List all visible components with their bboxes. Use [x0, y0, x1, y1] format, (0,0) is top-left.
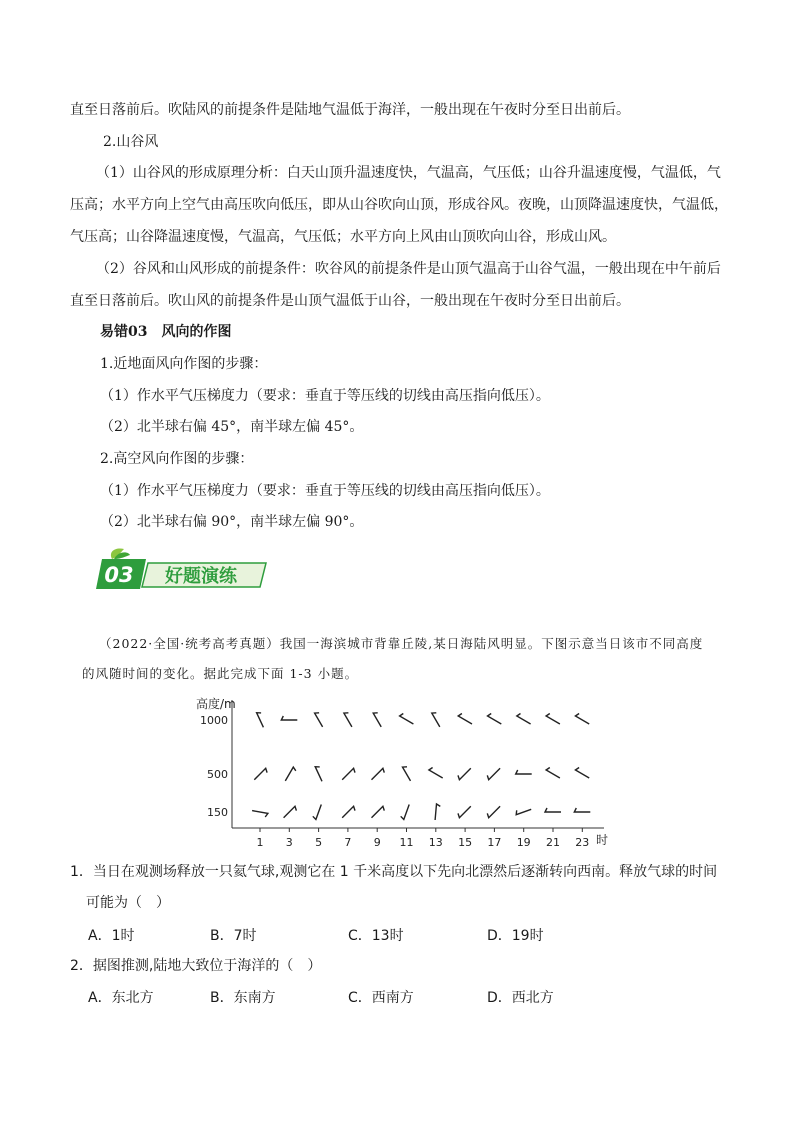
- wind-barb-h150-t1: [252, 811, 268, 817]
- section-banner: [88, 545, 270, 593]
- question-2-option-b[interactable]: B．东南方: [210, 990, 276, 1006]
- paragraph-line: （1）山谷风的形成原理分析：白天山顶升温速度快，气温高，气压低；山谷升温速度慢，气温低，气: [96, 165, 721, 181]
- wind-barb-h150-t19: [516, 809, 531, 814]
- wind-barb-h150-t23: [574, 808, 590, 812]
- wind-barb-h1000-t3: [281, 716, 297, 720]
- step-item: （1）作水平气压梯度力（要求：垂直于等压线的切线由高压指向低压）。: [100, 483, 550, 499]
- wind-barb-h500-t19: [516, 770, 532, 774]
- wind-barb-h150-t9: [372, 806, 385, 817]
- paragraph-line: 气压高；山谷降温速度慢，气温高，气压低；水平方向上风由山顶吹向山谷，形成山风。: [70, 229, 616, 245]
- step-item: （2）北半球右偏 45°，南半球左偏 45°。: [100, 419, 364, 435]
- wind-barb-h1000-t23: [575, 714, 589, 725]
- wind-barb-h500-t3: [285, 767, 296, 781]
- paragraph-line: 压高；水平方向上空气由高压吹向低压，即从山谷吹向山顶，形成谷风。夜晚，山顶降温速度快，气温低，: [70, 197, 728, 213]
- question-2-option-c[interactable]: C．西南方: [348, 990, 414, 1006]
- y-tick-label: 1000: [200, 714, 228, 727]
- question-1-option-b[interactable]: B．7时: [210, 928, 257, 944]
- wind-barb-h1000-t13: [432, 713, 440, 727]
- wind-barb-h150-t15: [458, 806, 471, 817]
- question-1-option-a[interactable]: A．1时: [88, 928, 135, 944]
- wind-barb-h1000-t7: [344, 713, 352, 727]
- wind-barb-h1000-t11: [400, 714, 414, 725]
- wind-barb-h500-t9: [372, 768, 385, 779]
- question-1-option-c[interactable]: C．13时: [348, 928, 404, 944]
- question-2-option-d[interactable]: D．西北方: [487, 990, 554, 1006]
- x-tick-label: 15: [458, 836, 473, 849]
- step-heading-surface: 1.近地面风向作图的步骤：: [100, 356, 268, 372]
- x-axis-label: 时: [596, 833, 609, 847]
- x-tick-label: 7: [344, 836, 352, 849]
- banner-title: 好题演练: [165, 566, 237, 587]
- question-intro: 的风随时间的变化。据此完成下面 1-3 小题。: [82, 666, 359, 681]
- wind-barb-h1000-t9: [373, 713, 381, 727]
- x-tick-label: 21: [546, 836, 560, 849]
- wind-barb-h500-t21: [546, 768, 560, 779]
- question-1-option-d[interactable]: D．19时: [487, 928, 544, 944]
- wind-barb-h500-t5: [315, 767, 322, 782]
- step-heading-upper-air: 2.高空风向作图的步骤：: [100, 451, 254, 467]
- wind-barb-h1000-t21: [546, 714, 560, 725]
- wind-barb-h150-t11: [401, 805, 410, 820]
- x-tick-label: 3: [285, 836, 293, 849]
- wind-barb-h150-t17: [487, 806, 500, 817]
- x-tick-label: 5: [315, 836, 323, 849]
- leaf-icon: [111, 548, 130, 559]
- wind-barb-h1000-t1: [257, 713, 264, 728]
- x-tick-label: 19: [516, 836, 531, 849]
- x-tick-label: 9: [373, 836, 381, 849]
- wind-barb-h150-t5: [313, 805, 322, 820]
- wind-barb-h150-t3: [284, 806, 297, 817]
- wind-barb-h500-t11: [403, 767, 411, 781]
- wind-barb-h500-t1: [254, 768, 267, 779]
- wind-chart: [0, 692, 794, 852]
- wind-barb-h500-t13: [429, 768, 443, 779]
- y-axis-label: 高度/m: [196, 697, 236, 711]
- x-tick-label: 17: [487, 836, 502, 849]
- paragraph-line: （2）谷风和山风形成的前提条件：吹谷风的前提条件是山顶气温高于山谷气温，一般出现在中午前后: [96, 261, 721, 277]
- banner-number: 03: [104, 563, 134, 587]
- question-1-text: 可能为（ ）: [86, 895, 170, 911]
- wind-barb-h1000-t17: [488, 714, 502, 725]
- step-item: （2）北半球右偏 90°，南半球左偏 90°。: [100, 514, 364, 530]
- wind-barb-h500-t17: [487, 768, 500, 779]
- question-1-text: 1．当日在观测场释放一只氦气球,观测它在 1 千米高度以下先向北漂然后逐渐转向西南。释放气球的时间: [70, 864, 718, 880]
- wind-barb-h500-t7: [342, 768, 355, 779]
- wind-barb-h150-t13: [435, 804, 440, 820]
- question-intro: （2022·全国·统考高考真题）我国一海滨城市背靠丘陵,某日海陆风明显。下图示意当日该市不同高度: [99, 636, 704, 651]
- question-2-option-a[interactable]: A．东北方: [88, 990, 154, 1006]
- wind-barb-h500-t15: [458, 768, 471, 779]
- question-2-text: 2．据图推测,陆地大致位于海洋的（ ）: [70, 958, 322, 974]
- wind-barb-h1000-t5: [315, 713, 323, 727]
- x-tick-label: 13: [428, 836, 443, 849]
- x-tick-label: 23: [575, 836, 590, 849]
- wind-barb-h1000-t15: [458, 714, 472, 725]
- section-heading-mountain-valley-wind: 2.山谷风: [103, 134, 159, 150]
- x-tick-label: 11: [399, 836, 414, 849]
- error-heading-03: 易错03 风向的作图: [100, 324, 232, 340]
- paragraph-line: 直至日落前后。吹陆风的前提条件是陆地气温低于海洋，一般出现在午夜时分至日出前后。: [70, 102, 630, 118]
- step-item: （1）作水平气压梯度力（要求：垂直于等压线的切线由高压指向低压）。: [100, 388, 550, 404]
- wind-barb-h500-t23: [575, 768, 589, 779]
- paragraph-line: 直至日落前后。吹山风的前提条件是山顶气温低于山谷，一般出现在午夜时分至日出前后。: [70, 293, 630, 309]
- wind-barb-h150-t21: [545, 808, 561, 812]
- wind-barb-h150-t7: [342, 806, 355, 817]
- x-tick-label: 1: [256, 836, 264, 849]
- wind-barb-h1000-t19: [517, 714, 531, 725]
- y-tick-label: 500: [207, 768, 228, 781]
- y-tick-label: 150: [207, 806, 228, 819]
